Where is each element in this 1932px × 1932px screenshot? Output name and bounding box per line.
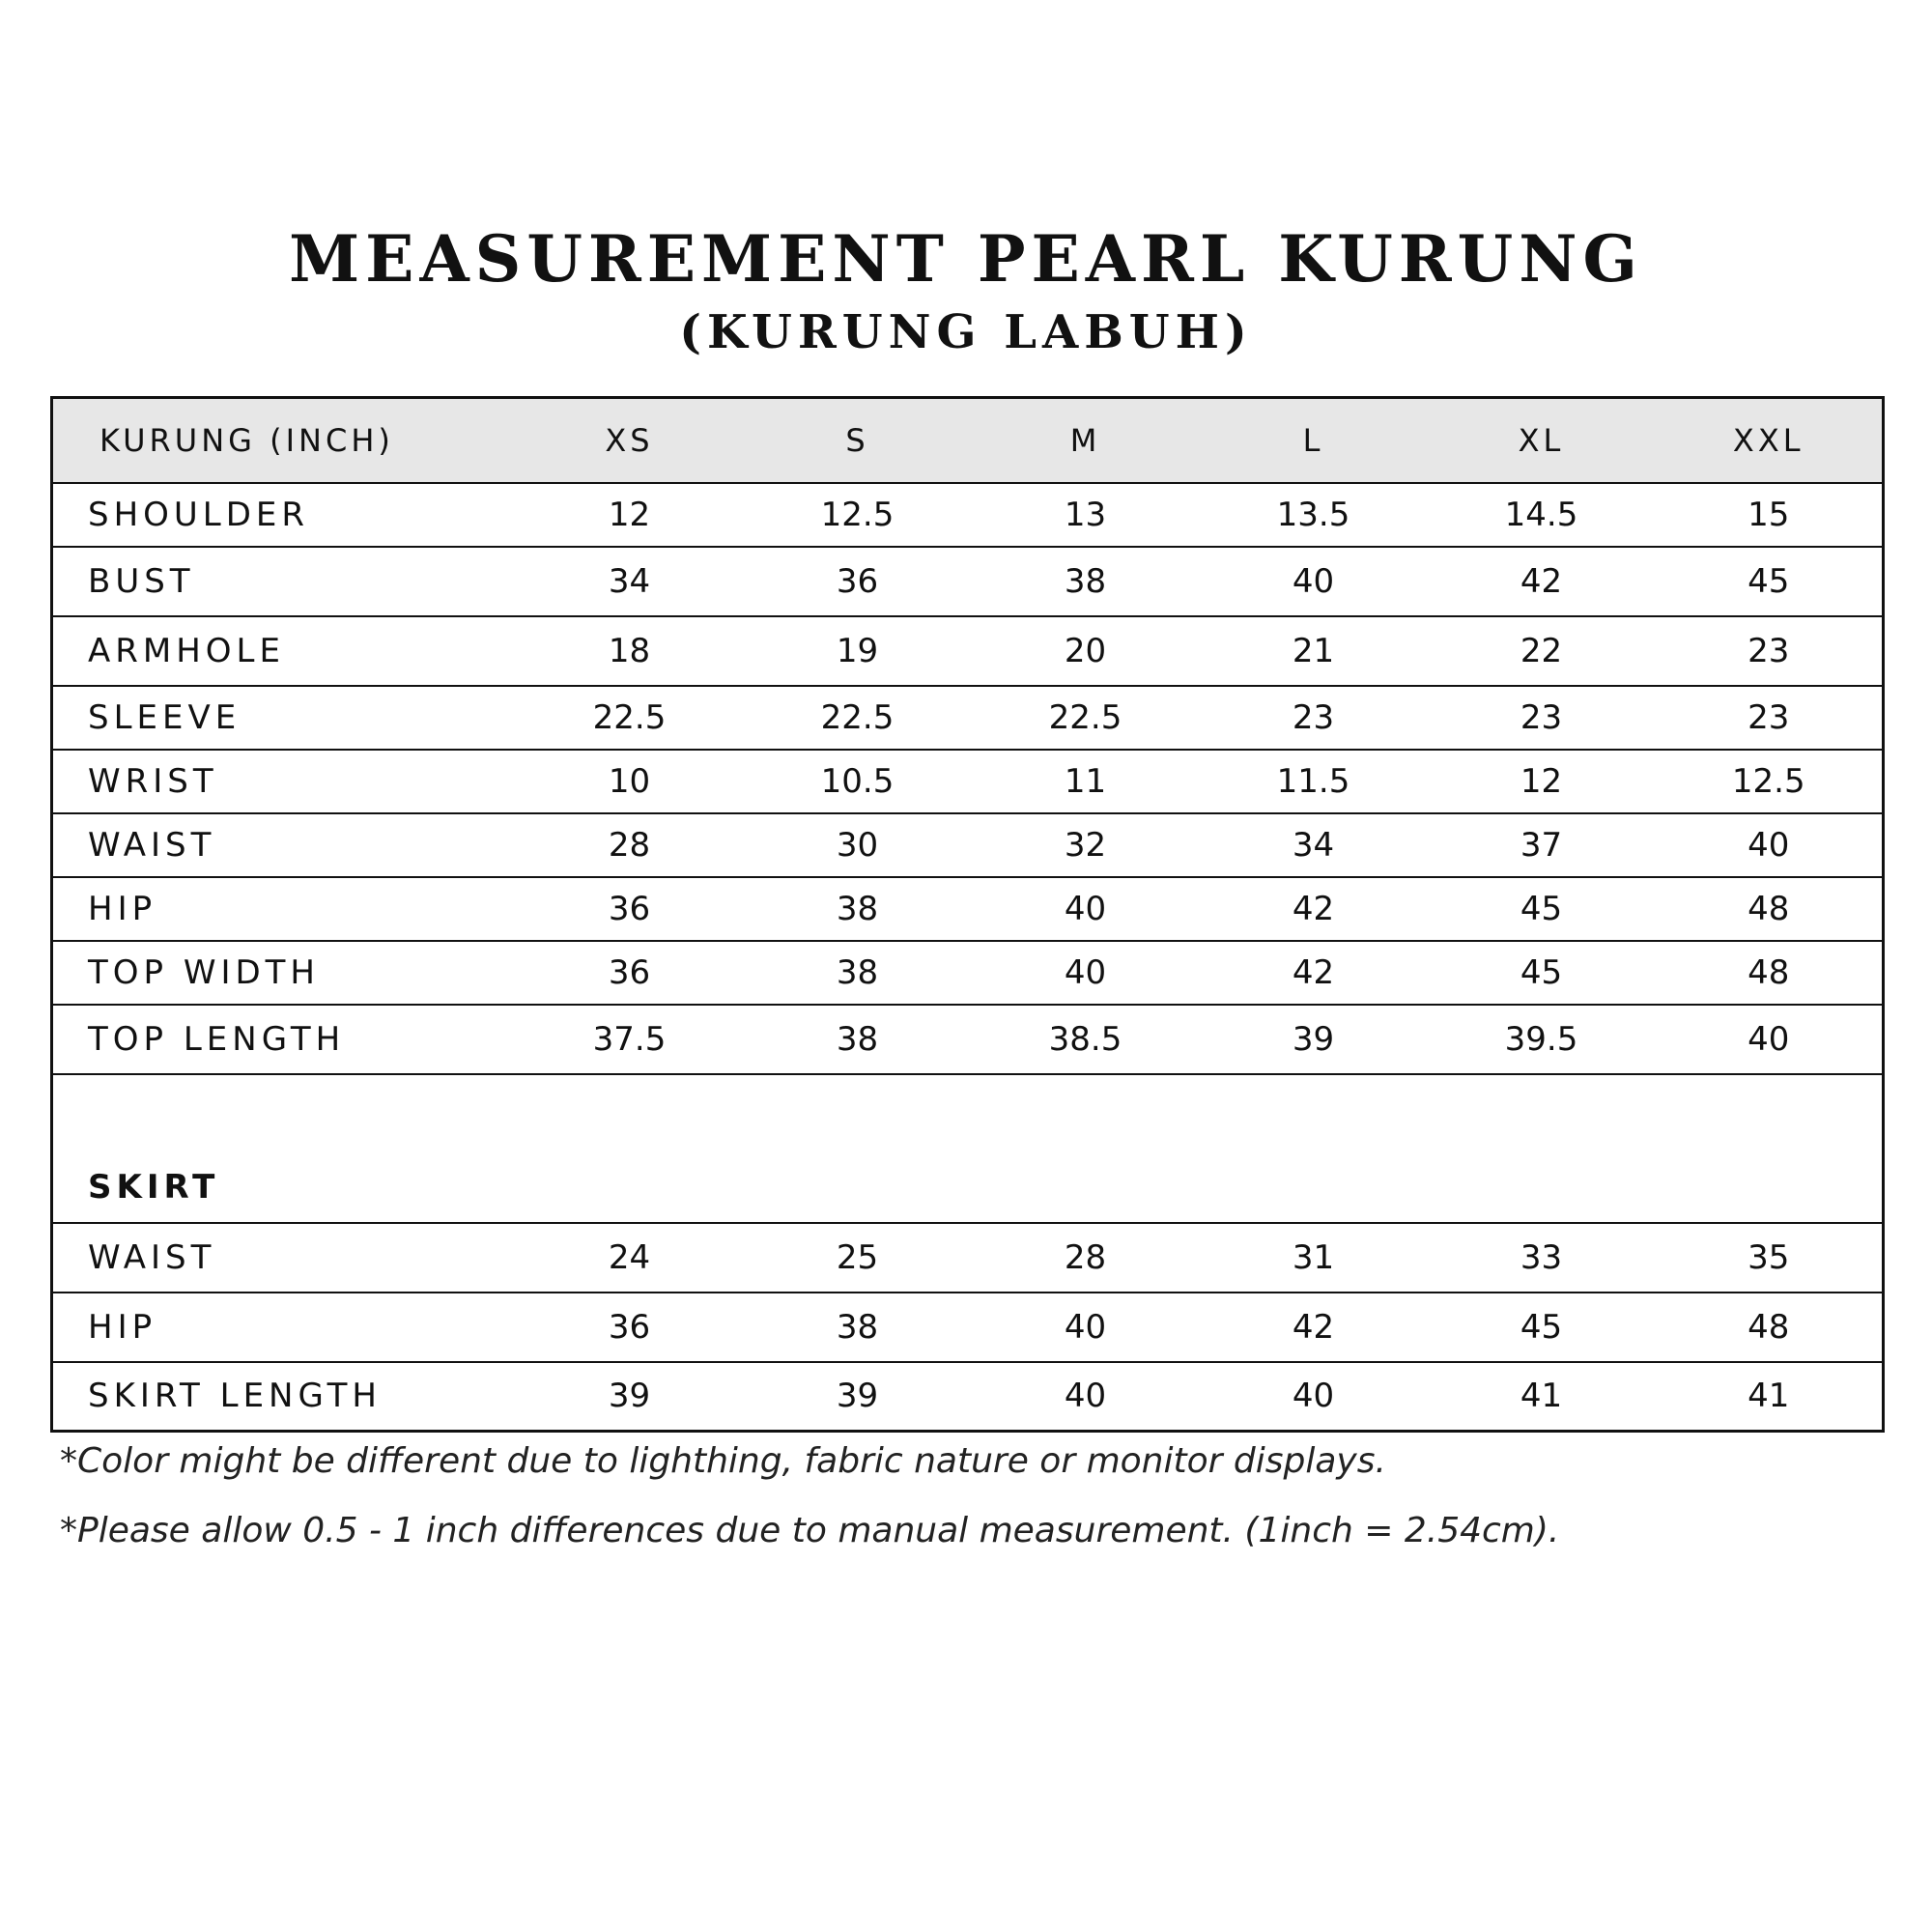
cell-value: 41 [1428, 1362, 1656, 1432]
size-header: XXL [1656, 398, 1884, 483]
row-label: SHOULDER [52, 483, 516, 547]
row-label: TOP LENGTH [52, 1005, 516, 1074]
row-label: TOP WIDTH [52, 941, 516, 1005]
table-row [52, 813, 1884, 877]
table-row [52, 750, 1884, 813]
header-label: KURUNG (INCH) [52, 398, 516, 483]
cell-value: 40 [1200, 1362, 1428, 1432]
cell-value: 37 [1428, 813, 1656, 877]
cell-value: 41 [1656, 1362, 1884, 1432]
cell-value: 36 [744, 547, 972, 616]
row-label: WAIST [52, 813, 516, 877]
table-row [52, 1223, 1884, 1293]
cell-value: 28 [972, 1223, 1200, 1293]
cell-value: 38 [744, 1293, 972, 1362]
cell-value: 23 [1656, 686, 1884, 750]
skirt-section-label: SKIRT [52, 1074, 1884, 1223]
page-subtitle: (KURUNG LABUH) [679, 305, 1253, 359]
size-header: XL [1428, 398, 1656, 483]
cell-value: 22 [1428, 616, 1656, 686]
cell-value: 42 [1200, 941, 1428, 1005]
footnotes [60, 1441, 1876, 1580]
cell-value: 38.5 [972, 1005, 1200, 1074]
cell-value: 28 [516, 813, 744, 877]
cell-value: 40 [972, 877, 1200, 941]
cell-value: 37.5 [516, 1005, 744, 1074]
cell-value: 45 [1428, 941, 1656, 1005]
cell-value: 11.5 [1200, 750, 1428, 813]
cell-value: 38 [972, 547, 1200, 616]
cell-value: 11 [972, 750, 1200, 813]
cell-value: 34 [1200, 813, 1428, 877]
cell-value: 36 [516, 1293, 744, 1362]
cell-value: 40 [972, 1293, 1200, 1362]
cell-value: 48 [1656, 1293, 1884, 1362]
cell-value: 22.5 [516, 686, 744, 750]
footnote-measurement: *Please allow 0.5 - 1 inch differences due to manual measurement. (1inch = 2.54cm). [60, 1511, 1560, 1550]
cell-value: 45 [1428, 1293, 1656, 1362]
cell-value: 38 [744, 941, 972, 1005]
cell-value: 21 [1200, 616, 1428, 686]
cell-value: 39 [516, 1362, 744, 1432]
header-row [52, 398, 1884, 483]
size-header: M [972, 398, 1200, 483]
row-label: SLEEVE [52, 686, 516, 750]
cell-value: 36 [516, 877, 744, 941]
cell-value: 14.5 [1428, 483, 1656, 547]
size-header: L [1200, 398, 1428, 483]
cell-value: 34 [516, 547, 744, 616]
cell-value: 39 [1200, 1005, 1428, 1074]
table-row [52, 1293, 1884, 1362]
cell-value: 42 [1200, 877, 1428, 941]
cell-value: 22.5 [972, 686, 1200, 750]
cell-value: 45 [1428, 877, 1656, 941]
cell-value: 25 [744, 1223, 972, 1293]
cell-value: 40 [972, 941, 1200, 1005]
row-label: WRIST [52, 750, 516, 813]
cell-value: 38 [744, 1005, 972, 1074]
cell-value: 13.5 [1200, 483, 1428, 547]
page-title: MEASUREMENT PEARL KURUNG [289, 221, 1643, 297]
table-row [52, 547, 1884, 616]
footnote-color: *Color might be different due to lighthing, fabric nature or monitor displays. [60, 1441, 1386, 1481]
cell-value: 10.5 [744, 750, 972, 813]
cell-value: 23 [1656, 616, 1884, 686]
cell-value: 12.5 [1656, 750, 1884, 813]
cell-value: 48 [1656, 941, 1884, 1005]
cell-value: 31 [1200, 1223, 1428, 1293]
cell-value: 45 [1656, 547, 1884, 616]
skirt-section-row [52, 1074, 1884, 1223]
cell-value: 36 [516, 941, 744, 1005]
cell-value: 40 [1656, 813, 1884, 877]
row-label: HIP [52, 1293, 516, 1362]
size-header: XS [516, 398, 744, 483]
cell-value: 39 [744, 1362, 972, 1432]
table-row [52, 616, 1884, 686]
cell-value: 40 [972, 1362, 1200, 1432]
cell-value: 15 [1656, 483, 1884, 547]
row-label: WAIST [52, 1223, 516, 1293]
cell-value: 35 [1656, 1223, 1884, 1293]
table-row [52, 483, 1884, 547]
cell-value: 10 [516, 750, 744, 813]
cell-value: 32 [972, 813, 1200, 877]
cell-value: 24 [516, 1223, 744, 1293]
table-row [52, 686, 1884, 750]
row-label: BUST [52, 547, 516, 616]
table-row [52, 1005, 1884, 1074]
cell-value: 20 [972, 616, 1200, 686]
size-chart-table [50, 396, 1885, 1433]
cell-value: 48 [1656, 877, 1884, 941]
cell-value: 30 [744, 813, 972, 877]
row-label: ARMHOLE [52, 616, 516, 686]
table-row [52, 941, 1884, 1005]
cell-value: 33 [1428, 1223, 1656, 1293]
cell-value: 13 [972, 483, 1200, 547]
cell-value: 42 [1428, 547, 1656, 616]
cell-value: 23 [1200, 686, 1428, 750]
cell-value: 42 [1200, 1293, 1428, 1362]
cell-value: 12.5 [744, 483, 972, 547]
cell-value: 22.5 [744, 686, 972, 750]
cell-value: 23 [1428, 686, 1656, 750]
size-header: S [744, 398, 972, 483]
table-row [52, 1362, 1884, 1432]
cell-value: 12 [516, 483, 744, 547]
row-label: HIP [52, 877, 516, 941]
cell-value: 38 [744, 877, 972, 941]
cell-value: 40 [1200, 547, 1428, 616]
cell-value: 39.5 [1428, 1005, 1656, 1074]
cell-value: 18 [516, 616, 744, 686]
cell-value: 40 [1656, 1005, 1884, 1074]
cell-value: 19 [744, 616, 972, 686]
table-row [52, 877, 1884, 941]
cell-value: 12 [1428, 750, 1656, 813]
row-label: SKIRT LENGTH [52, 1362, 516, 1432]
